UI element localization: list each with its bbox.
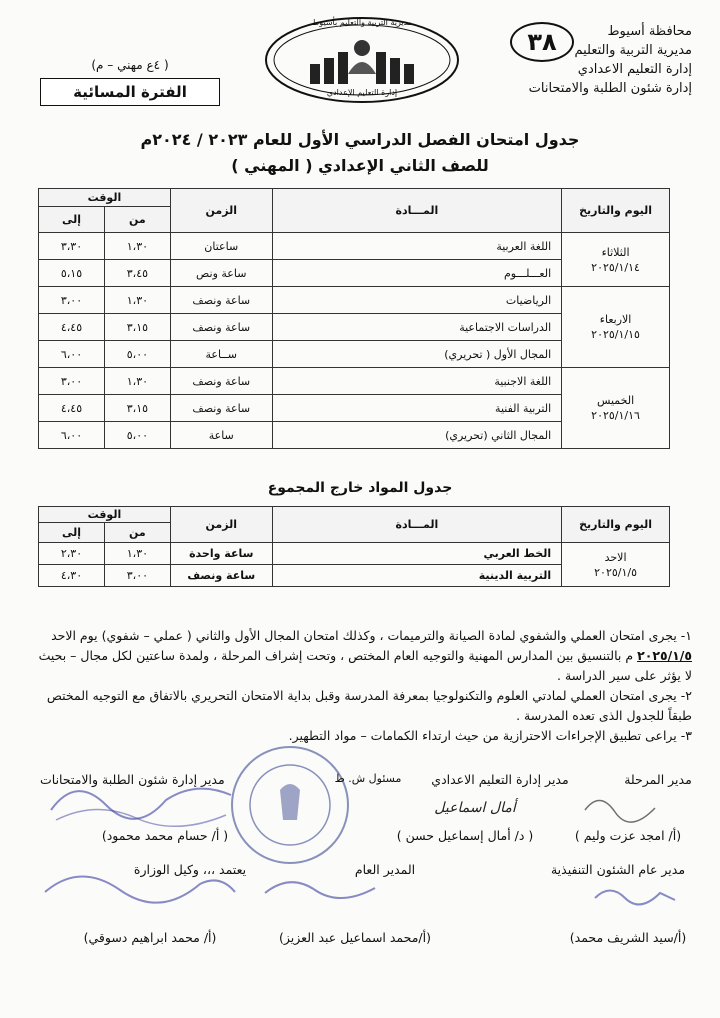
to-cell: ٦،٠٠ — [39, 341, 105, 368]
table-row — [39, 233, 670, 260]
to-cell: ٤،٤٥ — [39, 395, 105, 422]
schedule-title: جدول امتحان الفصل الدراسي الأول للعام ٢٠٢٣ / ٢٠٢٤م — [140, 130, 580, 149]
duration-cell: ساعة ونصف — [170, 314, 272, 341]
document-number: ٣٨ — [510, 22, 574, 62]
day-cell: الثلاثاء ٢٠٢٥/١/١٤ — [562, 233, 670, 287]
header-authority — [452, 22, 692, 98]
signature-name: (أ/محمد اسماعيل عبد العزيز) — [279, 930, 431, 945]
from-cell: ١،٣٠ — [104, 233, 170, 260]
header-duration: الزمن — [170, 507, 272, 543]
notes-block — [28, 626, 692, 746]
signature-name: (أ/سيد الشريف محمد) — [569, 930, 687, 945]
duration-cell: ساعتان — [170, 233, 272, 260]
table-row — [39, 543, 670, 565]
to-cell: ٢،٣٠ — [39, 543, 105, 565]
from-cell: ٣،١٥ — [104, 395, 170, 422]
header-time: الوقت — [39, 189, 171, 207]
header-to: إلى — [39, 207, 105, 233]
duration-cell: ساعة ونصف — [170, 565, 272, 587]
header-duration: الزمن — [170, 189, 272, 233]
from-cell: ١،٣٠ — [104, 287, 170, 314]
duration-cell: ساعة — [170, 422, 272, 449]
header-to: إلى — [39, 523, 105, 543]
header-subject: المـــادة — [272, 189, 561, 233]
to-cell: ٣،٣٠ — [39, 233, 105, 260]
subject-cell: اللغة العربية — [272, 233, 561, 260]
signature-title: يعتمد ،،، وكيل الوزارة — [133, 862, 247, 877]
from-cell: ٣،١٥ — [104, 314, 170, 341]
header-day: اليوم والتاريخ — [562, 507, 670, 543]
logo-text: إدارة التعليم الإعدادي — [326, 88, 398, 97]
table-row — [39, 368, 670, 395]
note-date: ٢٠٢٥/١/٥ — [637, 648, 692, 663]
to-cell: ٥،١٥ — [39, 260, 105, 287]
day-cell: الخميس ٢٠٢٥/١/١٦ — [562, 368, 670, 449]
duration-cell: ساعة ونص — [170, 260, 272, 287]
signature-name: (أ/ امجد عزت وليم ) — [574, 828, 682, 843]
signature-title: مدير إدارة التعليم الاعدادي — [431, 772, 569, 787]
header-line: مديرية التربية والتعليم — [574, 43, 692, 58]
subject-cell: اللغة الاجنبية — [272, 368, 561, 395]
signature-name: ( أ/ حسام محمد محمود) — [101, 828, 229, 843]
signature-title: مدير المرحلة — [624, 772, 692, 787]
signature-name: ( د/ أمال إسماعيل حسن ) — [396, 828, 534, 843]
duration-cell: ساعة ونصف — [170, 395, 272, 422]
logo-text: مديرية التربية والتعليم بأسيوط — [311, 18, 413, 27]
subject-cell: التربية الدينية — [272, 565, 561, 587]
to-cell: ٤،٤٥ — [39, 314, 105, 341]
subject-cell: العـــلـــوم — [272, 260, 561, 287]
official-stamp — [225, 740, 355, 870]
schedule-subtitle: للصف الثاني الإعدادي ( المهني ) — [231, 156, 489, 175]
from-cell: ٥،٠٠ — [104, 341, 170, 368]
subject-cell: التربية الفنية — [272, 395, 561, 422]
signature-scribble — [590, 878, 680, 912]
subject-cell: المجال الثاني (تحريري) — [272, 422, 561, 449]
subject-cell: الرياضيات — [272, 287, 561, 314]
subject-cell: الخط العربي — [272, 543, 561, 565]
from-cell: ١،٣٠ — [104, 368, 170, 395]
subject-cell: المجال الأول ( تحريري) — [272, 341, 561, 368]
duration-cell: ساعة واحدة — [170, 543, 272, 565]
header-from: من — [104, 523, 170, 543]
note-2: ٢- يجرى امتحان العملي لمادتي العلوم والتكنولوجيا بمعرفة المدرسة وقبل بداية الامتحان التحريري بالاتفاق مع التوجيه المختص طبقاً للجدول الذى تعده المدرسة . — [46, 688, 692, 723]
signature-title: مدير إدارة شئون الطلبة والامتحانات — [40, 772, 225, 787]
duration-cell: ساعة ونصف — [170, 368, 272, 395]
exam-table — [38, 188, 670, 449]
signature-scribble — [580, 790, 660, 830]
to-cell: ٣،٠٠ — [39, 287, 105, 314]
duration-cell: ســاعة — [170, 341, 272, 368]
subject-cell: الدراسات الاجتماعية — [272, 314, 561, 341]
header-from: من — [104, 207, 170, 233]
from-cell: ٥،٠٠ — [104, 422, 170, 449]
header-time: الوقت — [39, 507, 171, 523]
to-cell: ٣،٠٠ — [39, 368, 105, 395]
note-1: ١- يجرى امتحان العملي والشفوي لمادة الصيانة والترميمات ، وكذلك امتحان المجال الأول والثاني ( عملي – شفوي) يوم الاحد ٢٠٢٥/١/٥ م بالتنسيق بين المدارس المهنية والتوجيه العام المختص ، وتحت إشراف المرحلة ، ولمدة ساعتين لكل مجال – بحيث لا يؤثر على سير الدراسة . — [38, 628, 692, 683]
from-cell: ١،٣٠ — [104, 543, 170, 565]
directorate-logo — [262, 14, 462, 106]
grade-code: ( ٤ع مهني – م) — [91, 58, 169, 72]
signature-title: المدير العام — [354, 862, 416, 877]
header-day: اليوم والتاريخ — [562, 189, 670, 233]
header-line: إدارة التعليم الاعدادي — [577, 62, 692, 77]
from-cell: ٣،٠٠ — [104, 565, 170, 587]
signature-title: مسئول ش. ط — [334, 772, 402, 785]
day-cell: الاحد ٢٠٢٥/١/٥ — [562, 543, 670, 587]
signature-name: (أ/ محمد ابراهيم دسوقي) — [83, 930, 217, 945]
note-3: ٣- يراعى تطبيق الإجراءات الاحترازية من حيث ارتداء الكمامات – مواد التطهير. — [288, 728, 692, 743]
header-subject: المـــادة — [272, 507, 561, 543]
to-cell: ٤،٣٠ — [39, 565, 105, 587]
header-line: إدارة شئون الطلبة والامتحانات — [528, 81, 692, 96]
outside-title: جدول المواد خارج المجموع — [267, 480, 453, 496]
period-block — [40, 56, 220, 106]
header-line: محافظة أسيوط — [607, 24, 692, 39]
to-cell: ٦،٠٠ — [39, 422, 105, 449]
from-cell: ٣،٤٥ — [104, 260, 170, 287]
duration-cell: ساعة ونصف — [170, 287, 272, 314]
handwritten-name: أمال اسماعيل — [434, 800, 516, 816]
signature-title: مدير عام الشئون التنفيذية — [550, 862, 686, 877]
table-row — [39, 287, 670, 314]
day-cell: الاربعاء ٢٠٢٥/١/١٥ — [562, 287, 670, 368]
outside-table — [38, 506, 670, 587]
period-label: الفترة المسائية — [40, 78, 220, 106]
